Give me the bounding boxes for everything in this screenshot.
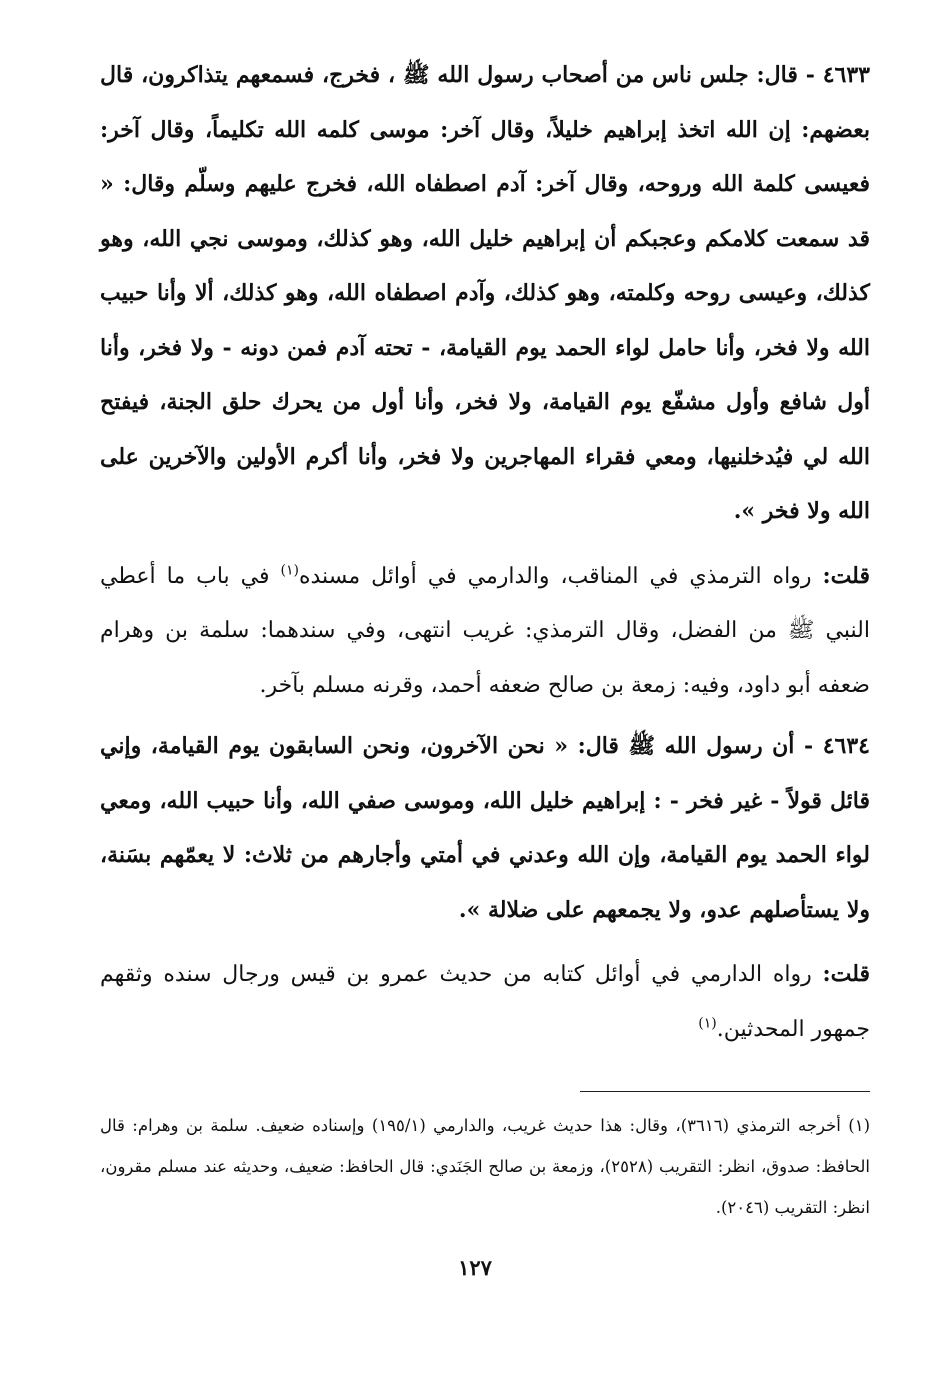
commentary-label: قلت: [822, 961, 870, 987]
commentary-text-continued: في باب ما أعطي النبي ﷺ من الفضل، وقال الترمذي: غريب انتهى، وفي سندهما: سلمة بن وهرام ضعفه أبو داود، وفيه: زمعة بن صالح ضعفه أحمد، وقرنه مسلم بآخر. [100, 563, 870, 698]
page-number: ١٢٧ [458, 1255, 492, 1280]
hadith-text: أن رسول الله ﷺ قال: « نحن الآخرون، ونحن السابقون يوم القيامة، وإني قائل قولاً - غير فخر - : إبراهيم خليل الله، وموسى صفي الله، وأنا حبيب الله، ومعي لواء الحمد يوم القيامة، وإن الله وعدني في أمتي وأجارهم من ثلاث: لا يعمّهم بسَنة، ولا يستأصلهم عدو، ولا يجمعهم على ضلالة ». [100, 733, 870, 923]
commentary-paragraph [100, 549, 870, 714]
commentary-label: قلت: [822, 562, 870, 589]
hadith-number: ٤٦٣٤ - [804, 733, 870, 759]
footnote: (١) أخرجه الترمذي (٣٦١٦)، وقال: هذا حديث غريب، والدارمي (١٩٥/١) وإسناده ضعيف. سلمة بن وهرام: قال الحافظ: صدوق، انظر: التقريب (٢٥٢٨)، وزمعة بن صالح الجَنَدي: قال الحافظ: ضعيف، وحديثه عند مسلم مقرون، انظر: التقريب (٢٠٤٦). [100, 1116, 871, 1217]
commentary-text: رواه الدارمي في أوائل كتابه من حديث عمرو بن قيس ورجال سنده وثقهم جمهور المحدثين. [100, 962, 870, 1042]
footnote-reference: (١) [698, 1015, 717, 1032]
footnote-reference: (١) [280, 562, 299, 579]
hadith-text: قال: جلس ناس من أصحاب رسول الله ﷺ ، فخرج، فسمعهم يتذاكرون، قال بعضهم: إن الله اتخذ إبراهيم خليلاً، وقال آخر: موسى كلمه الله تكليماً، وقال آخر: فعيسى كلمة الله وروحه، وقال آخر: آدم اصطفاه الله، فخرج عليهم وسلّم وقال: « قد سمعت كلامكم وعجبكم أن إبراهيم خليل الله، وهو كذلك، وموسى نجي الله، وهو كذلك، وعيسى روحه وكلمته، وهو كذلك، وآدم اصطفاه الله، وهو كذلك، ألا وأنا حبيب الله ولا فخر، وأنا حامل لواء الحمد يوم القيامة، - تحته آدم فمن دونه - ولا فخر، وأنا أول شافع وأول مشفّع يوم القيامة، ولا فخر، وأنا أول من يحرك حلق الجنة، فيفتح الله لي فيُدخلنيها، ومعي فقراء المهاجرين ولا فخر، وأنا أكرم الأولين والآخرين على الله ولا فخر ». [100, 62, 870, 524]
footnote-divider [580, 1091, 870, 1092]
hadith-4633 [100, 48, 870, 539]
hadith-4634 [100, 719, 870, 937]
commentary-text: رواه الترمذي في المناقب، والدارمي في أوائل مسنده [298, 563, 823, 589]
hadith-number: ٤٦٣٣ - [805, 62, 870, 88]
commentary-paragraph [100, 947, 870, 1057]
page-body [100, 48, 870, 1057]
